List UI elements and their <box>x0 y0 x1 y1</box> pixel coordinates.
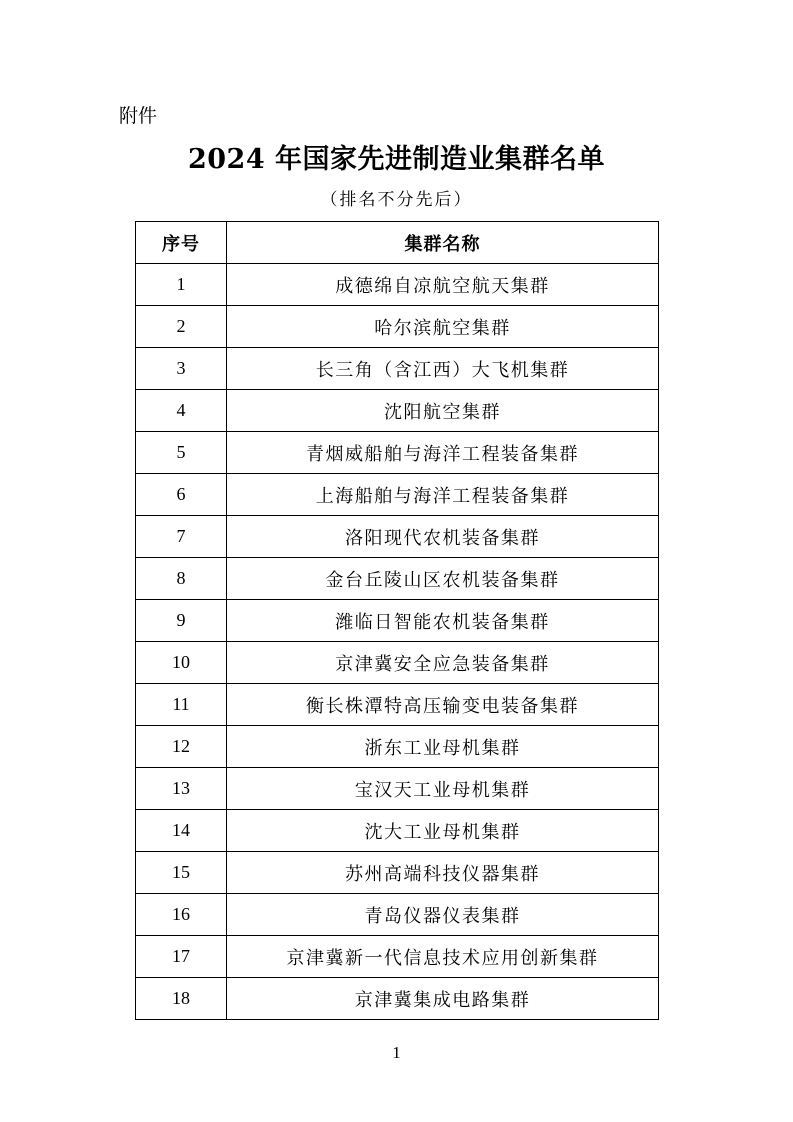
page-number: 1 <box>392 1043 401 1062</box>
cluster-name: 衡长株潭特高压输变电装备集群 <box>227 684 659 726</box>
row-number: 5 <box>136 432 227 474</box>
row-number: 2 <box>136 306 227 348</box>
row-number: 4 <box>136 390 227 432</box>
table-row <box>136 684 659 726</box>
row-number: 3 <box>136 348 227 390</box>
row-number: 15 <box>136 852 227 894</box>
cluster-name: 浙东工业母机集群 <box>227 726 659 768</box>
document-title: 2024 年国家先进制造业集群名单 <box>187 144 606 175</box>
cluster-name: 青岛仪器仪表集群 <box>227 894 659 936</box>
cluster-name: 金台丘陵山区农机装备集群 <box>227 558 659 600</box>
table-row <box>136 768 659 810</box>
cluster-name: 洛阳现代农机装备集群 <box>227 516 659 558</box>
row-number: 8 <box>136 558 227 600</box>
column-header-number: 序号 <box>136 222 227 264</box>
table-header-row <box>136 222 659 264</box>
attachment-label: 附件 <box>119 105 158 127</box>
table-row <box>136 726 659 768</box>
table-row <box>136 432 659 474</box>
cluster-name: 苏州高端科技仪器集群 <box>227 852 659 894</box>
table-row <box>136 978 659 1020</box>
cluster-name: 成德绵自凉航空航天集群 <box>227 264 659 306</box>
row-number: 9 <box>136 600 227 642</box>
cluster-name: 哈尔滨航空集群 <box>227 306 659 348</box>
row-number: 17 <box>136 936 227 978</box>
table-row <box>136 306 659 348</box>
cluster-name: 京津冀集成电路集群 <box>227 978 659 1020</box>
row-number: 16 <box>136 894 227 936</box>
row-number: 18 <box>136 978 227 1020</box>
row-number: 11 <box>136 684 227 726</box>
cluster-name: 沈大工业母机集群 <box>227 810 659 852</box>
cluster-table <box>135 221 659 1020</box>
table-row <box>136 936 659 978</box>
column-header-name: 集群名称 <box>227 222 659 264</box>
table-row <box>136 642 659 684</box>
table-row <box>136 474 659 516</box>
row-number: 1 <box>136 264 227 306</box>
row-number: 7 <box>136 516 227 558</box>
cluster-name: 京津冀安全应急装备集群 <box>227 642 659 684</box>
table-row <box>136 390 659 432</box>
table-row <box>136 558 659 600</box>
row-number: 13 <box>136 768 227 810</box>
document-subtitle: （排名不分先后） <box>320 190 473 210</box>
cluster-name: 宝汉天工业母机集群 <box>227 768 659 810</box>
table-row <box>136 516 659 558</box>
row-number: 12 <box>136 726 227 768</box>
table-row <box>136 852 659 894</box>
table-row <box>136 810 659 852</box>
row-number: 6 <box>136 474 227 516</box>
cluster-name: 青烟威船舶与海洋工程装备集群 <box>227 432 659 474</box>
cluster-name: 上海船舶与海洋工程装备集群 <box>227 474 659 516</box>
table-row <box>136 264 659 306</box>
row-number: 14 <box>136 810 227 852</box>
cluster-name: 长三角（含江西）大飞机集群 <box>227 348 659 390</box>
cluster-name: 京津冀新一代信息技术应用创新集群 <box>227 936 659 978</box>
cluster-name: 潍临日智能农机装备集群 <box>227 600 659 642</box>
table-row <box>136 348 659 390</box>
table-row <box>136 894 659 936</box>
table-row <box>136 600 659 642</box>
cluster-name: 沈阳航空集群 <box>227 390 659 432</box>
row-number: 10 <box>136 642 227 684</box>
